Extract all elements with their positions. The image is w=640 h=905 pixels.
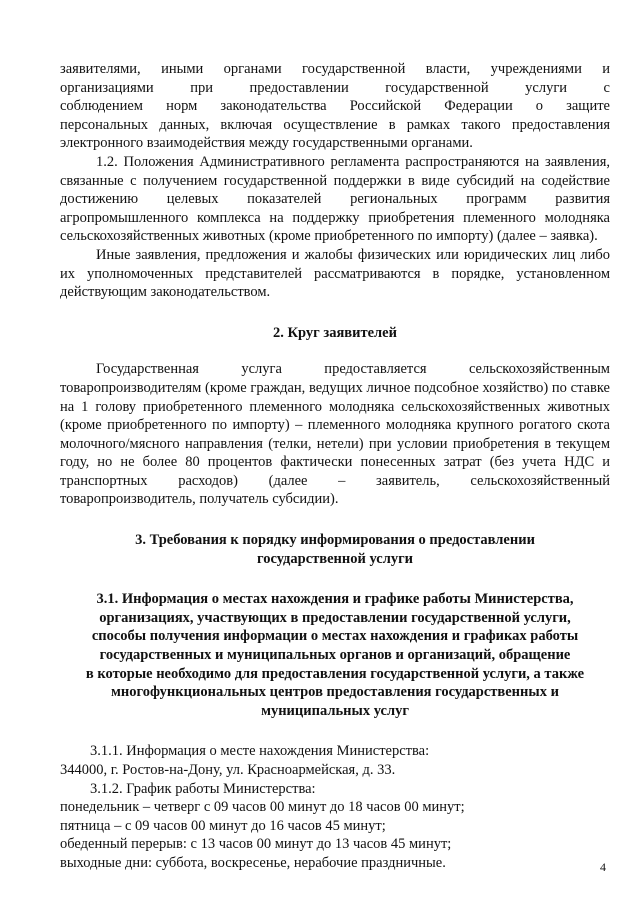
paragraph-intro	[60, 60, 610, 153]
info-line: 344000, г. Ростов-на-Дону, ул. Красноармейская, д. 33.	[60, 762, 396, 778]
info-line: 3.1.1. Информация о месте нахождения Министерства:	[90, 743, 430, 760]
text-line: соблюдением норм законодательства Российской Федерации о защите	[60, 98, 610, 115]
document-page	[60, 60, 610, 873]
page-number: 4	[600, 860, 606, 874]
text-line: электронного взаимодействия между государственными органами.	[60, 135, 473, 152]
text-line: персональных данных, включая осуществление в рамках такого предоставления	[60, 116, 610, 133]
section-heading-3-1	[60, 590, 610, 720]
heading-line: в которые необходимо для предоставления государственной услуги, а также	[85, 665, 585, 682]
heading-line: государственной услуги	[256, 550, 414, 567]
heading-line: способы получения информации о местах нахождения и графиках работы	[91, 628, 579, 645]
paragraph-other-applications: Иные заявления, предложения и жалобы физических или юридических лиц либо их уполномоченных представителей рассматриваются в порядке, установленном действующим законодательством.	[60, 246, 610, 301]
info-line: пятница – с 09 часов 00 минут до 16 часов 45 минут;	[60, 817, 386, 834]
heading-line: 3. Требования к порядку информирования о предоставлении	[135, 532, 535, 549]
info-line: обеденный перерыв: с 13 часов 00 минут до 13 часов 45 минут;	[60, 836, 452, 853]
info-line: 3.1.2. График работы Министерства:	[90, 780, 316, 797]
info-line: понедельник – четверг с 09 часов 00 минут до 18 часов 00 минут;	[60, 799, 465, 816]
heading-line: муниципальных услуг	[261, 702, 409, 719]
paragraph-1-2: 1.2. Положения Административного регламента распространяются на заявления, связанные с получением государственной поддержки в виде субсидий на содействие достижению целевых показателей региональных программ развития агропромышленного комплекса на поддержку приобретения племенного молодняка сельскохозяйственных животных (кроме приобретенного по импорту) (далее – заявка).	[60, 153, 610, 245]
section-heading-2: 2. Круг заявителей	[273, 324, 397, 341]
heading-line: 3.1. Информация о местах нахождения и графике работы Министерства,	[96, 591, 574, 608]
heading-line: государственных и муниципальных органов и организаций, обращение	[99, 647, 571, 664]
paragraph-applicants: Государственная услуга предоставляется сельскохозяйственным товаропроизводителям (кроме граждан, ведущих личное подсобное хозяйство) по ставке на 1 голову приобретенного племенного молодняка сельскохозяйственных животных (кроме приобретенного по импорту) – племенного молодняка крупного рогатого скота молочного/мясного направления (телки, нетели) при условии приобретения в текущем году, но не более 80 процентов фактически понесенных затрат (без учета НДС и транспортных расходов) (далее – заявитель, сельскохозяйственный товаропроизводитель, получатель субсидии).	[60, 361, 610, 508]
ministry-info	[60, 742, 610, 872]
heading-line: организациях, участвующих в предоставлении государственной услуги,	[99, 609, 571, 626]
text-line: организациями при предоставлении государственной услуги с	[60, 79, 610, 96]
text-line: заявителями, иными органами государственной власти, учреждениями и	[60, 61, 610, 77]
section-heading-3	[60, 531, 610, 568]
info-line: выходные дни: суббота, воскресенье, нерабочие праздничные.	[60, 854, 446, 871]
heading-line: многофункциональных центров предоставления государственных и	[111, 684, 559, 701]
